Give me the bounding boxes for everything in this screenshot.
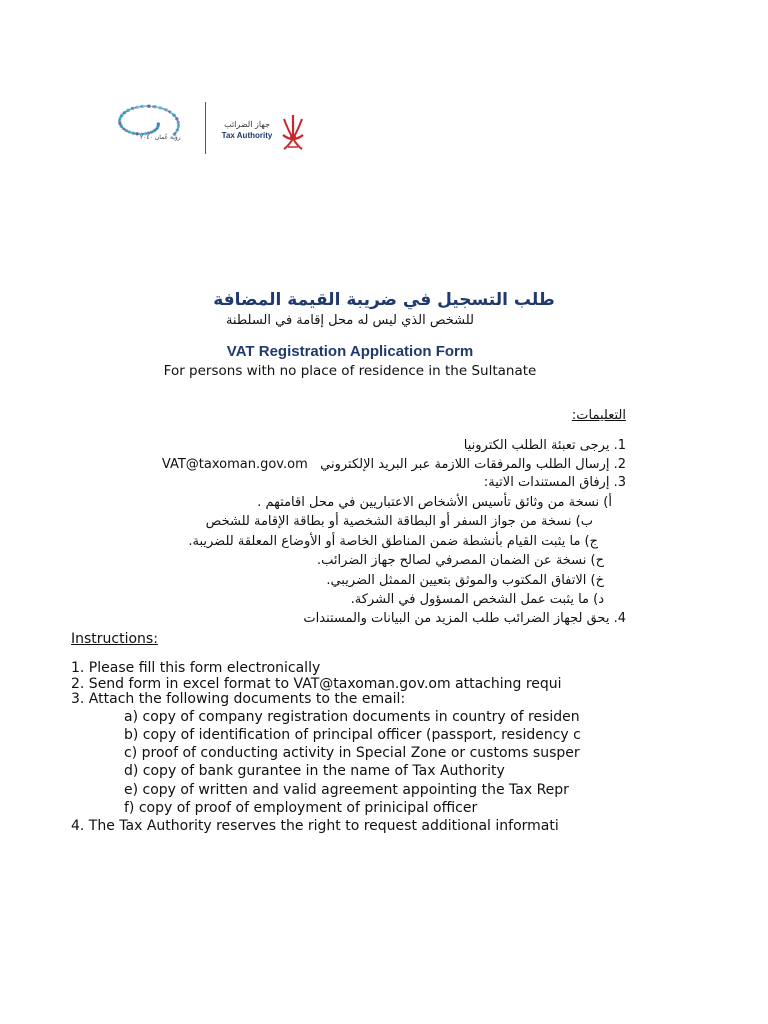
- instruction-en-sub-c: c) proof of conducting activity in Special Zone or customs susper: [124, 745, 580, 762]
- instruction-ar-sub-b: ب) نسخة من جواز السفر أو البطاقة الشخصية أو بطاقة الإقامة للشخص: [205, 514, 593, 529]
- oman-vision-logo: [82, 95, 202, 155]
- instruction-ar-3: 3. إرفاق المستندات الاتية:: [483, 475, 626, 490]
- title-english: VAT Registration Application Form: [226, 343, 474, 360]
- swirl-dot: [156, 106, 157, 107]
- instruction-en-4: 4. The Tax Authority reserves the right to request additional informati: [71, 818, 559, 835]
- instruction-en-sub-e: e) copy of written and valid agreement appointing the Tax Repr: [124, 781, 569, 798]
- instruction-ar-sub-d: ح) نسخة عن الضمان المصرفي لصالح جهاز الضرائب.: [316, 553, 604, 568]
- instruction-ar-sub-f: د) ما يثبت عمل الشخص المسؤول في الشركة.: [350, 592, 604, 607]
- instructions-heading-en: Instructions:: [71, 631, 158, 647]
- instruction-ar-sub-e: خ) الاتفاق المكتوب والموثق بتعيين الممثل الضريبي.: [326, 572, 604, 588]
- instruction-en-2: 2. Send form in excel format to VAT@taxoman.gov.om attaching requi: [71, 675, 562, 692]
- instructions-english: [71, 631, 627, 835]
- oman-emblem-icon: [278, 113, 308, 155]
- instruction-en-sub-f: f) copy of proof of employment of prinicipal officer: [124, 799, 478, 816]
- instruction-ar-2: [66, 456, 626, 475]
- subtitle-arabic: للشخص الذي ليس له محل إقامة في السلطنة: [225, 313, 475, 328]
- swirl-dot: [139, 106, 140, 107]
- vision-logo-text: رؤية عُمان ٢٠٤٠: [140, 134, 181, 141]
- tax-authority-name-ar: جهاز الضرائب: [224, 120, 270, 129]
- instruction-ar-4: 4. يحق لجهاز الضرائب طلب المزيد من البيانات والمستندات: [303, 610, 626, 626]
- instruction-en-sub-b: b) copy of identification of principal officer (passport, residency c: [124, 726, 581, 743]
- instruction-ar-2-text: 2. إرسال الطلب والمرفقات اللازمة عبر البريد الإلكتروني: [320, 456, 626, 472]
- instruction-en-3: 3. Attach the following documents to the email:: [71, 691, 406, 707]
- instruction-ar-1: 1. يرجى تعبئة الطلب الكترونيا: [463, 438, 626, 453]
- instruction-en-sub-a: a) copy of company registration documents in country of residen: [124, 708, 580, 725]
- email-link-ar[interactable]: VAT@taxoman.gov.om: [161, 456, 308, 472]
- instructions-arabic: [66, 408, 626, 628]
- tax-authority-logo: [212, 120, 282, 140]
- instruction-en-sub-d: d) copy of bank gurantee in the name of Tax Authority: [124, 763, 505, 780]
- swirl-dot: [144, 106, 145, 107]
- instruction-ar-sub-c: ج) ما يثبت القيام بأنشطة ضمن المناطق الخاصة أو الأوضاع المعلقة للضريبة.: [188, 533, 598, 549]
- tax-authority-name-en: Tax Authority: [221, 131, 273, 140]
- instruction-en-1: 1. Please fill this form electronically: [71, 660, 321, 676]
- logo-divider: [205, 102, 206, 154]
- swirl-dot: [150, 106, 151, 107]
- instructions-heading-ar: التعليمات:: [571, 408, 626, 423]
- instruction-ar-sub-a: أ) نسخة من وثائق تأسيس الأشخاص الاعتباريين في محل اقامتهم .: [257, 494, 612, 510]
- subtitle-english: For persons with no place of residence in the Sultanate: [163, 363, 537, 379]
- title-arabic: طلب التسجيل في ضريبة القيمة المضافة: [213, 290, 555, 310]
